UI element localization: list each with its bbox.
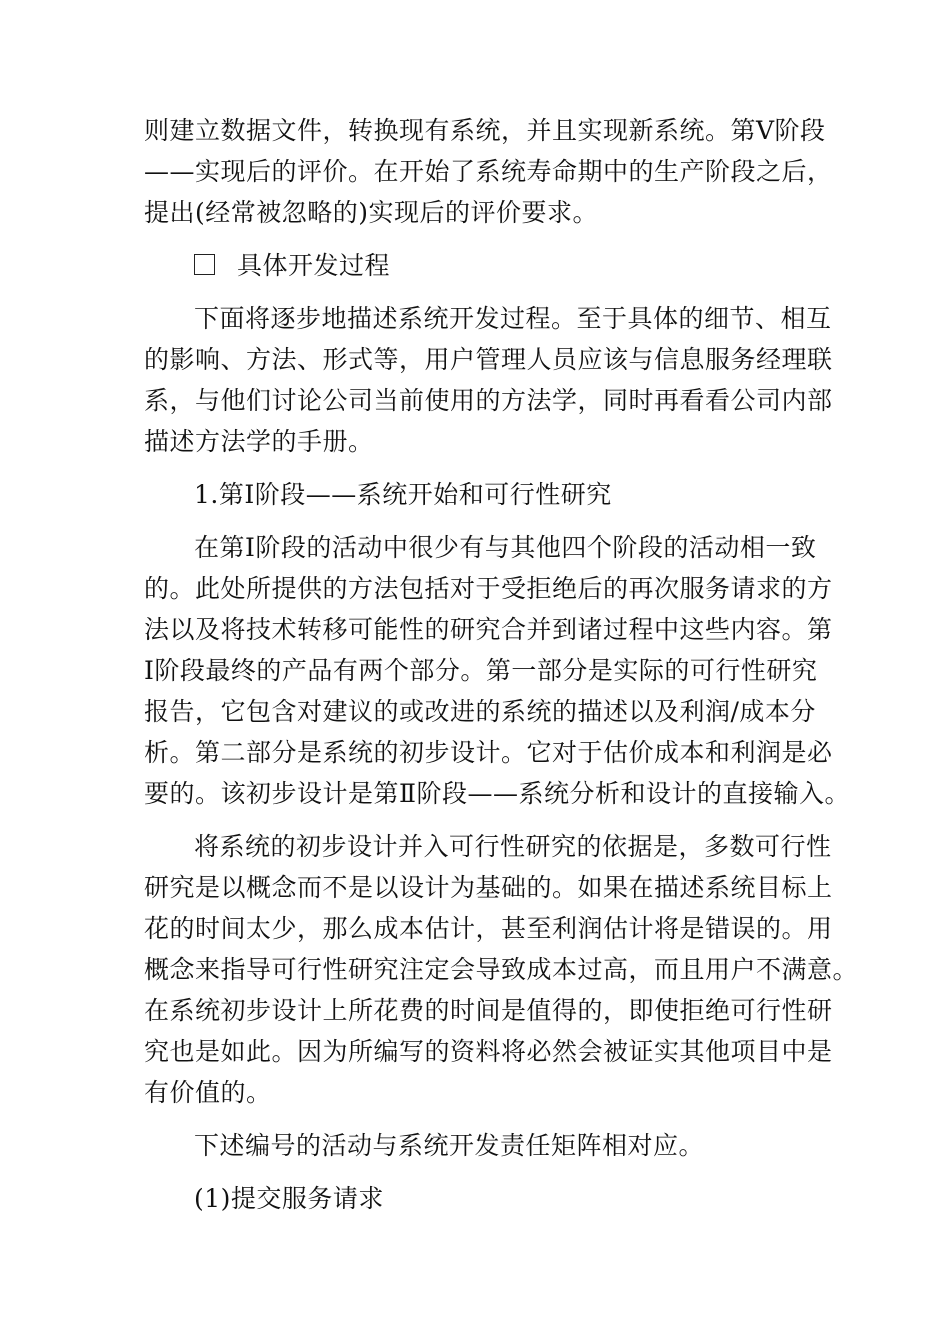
text-line: 下述编号的活动与系统开发责任矩阵相对应。 <box>194 1131 705 1160</box>
text-line: 要的。该初步设计是第Ⅱ阶段——系统分析和设计的直接输入。 <box>144 779 850 808</box>
text-line: 系，与他们讨论公司当前使用的方法学，同时再看看公司内部 <box>144 386 833 415</box>
text-line: 则建立数据文件，转换现有系统，并且实现新系统。第Ⅴ阶段 <box>144 116 826 145</box>
text-line: (1)提交服务请求 <box>194 1184 384 1213</box>
text-line: 的影响、方法、形式等，用户管理人员应该与信息服务经理联 <box>144 345 833 374</box>
text-line: 在第Ⅰ阶段的活动中很少有与其他四个阶段的活动相一致 <box>194 533 817 562</box>
text-line: 概念来指导可行性研究注定会导致成本过高，而且用户不满意。 <box>144 955 859 984</box>
text-line: 法以及将技术转移可能性的研究合并到诸过程中这些内容。第 <box>144 615 833 644</box>
text-line: 的。此处所提供的方法包括对于受拒绝后的再次服务请求的方 <box>144 574 833 603</box>
text-line: 将系统的初步设计并入可行性研究的依据是，多数可行性 <box>194 832 832 861</box>
heading-text: 具体开发过程 <box>237 251 391 280</box>
text-line: 研究是以概念而不是以设计为基础的。如果在描述系统目标上 <box>144 873 833 902</box>
section-heading-specific-process <box>144 245 810 286</box>
text-line: Ⅰ阶段最终的产品有两个部分。第一部分是实际的可行性研究 <box>144 656 818 685</box>
text-line: 描述方法学的手册。 <box>144 427 374 456</box>
text-line: 究也是如此。因为所编写的资料将必然会被证实其他项目中是 <box>144 1037 833 1066</box>
heading-text: 1.第Ⅰ阶段——系统开始和可行性研究 <box>194 480 612 509</box>
text-line: 报告，它包含对建议的或改进的系统的描述以及利润/成本分 <box>144 697 816 726</box>
text-line: 花的时间太少，那么成本估计，甚至利润估计将是错误的。用 <box>144 914 833 943</box>
paragraph-process-description <box>144 298 833 462</box>
checkbox-square-icon <box>194 254 215 275</box>
document-body <box>144 110 859 1231</box>
paragraph-preliminary-design <box>144 826 859 1113</box>
section-heading-stage1 <box>144 474 810 515</box>
paragraph-stage1-activities <box>144 527 850 814</box>
paragraph-numbered-activities <box>144 1125 810 1166</box>
text-line: 析。第二部分是系统的初步设计。它对于估价成本和利润是必 <box>144 738 833 767</box>
text-line: 有价值的。 <box>144 1078 272 1107</box>
text-line: 下面将逐步地描述系统开发过程。至于具体的细节、相互 <box>194 304 832 333</box>
text-line: 在系统初步设计上所花费的时间是值得的，即使拒绝可行性研 <box>144 996 833 1025</box>
paragraph-stage5-evaluation <box>144 110 833 233</box>
list-item-submit-request <box>144 1178 810 1219</box>
text-line: 提出(经常被忽略的)实现后的评价要求。 <box>144 198 599 227</box>
text-line: ——实现后的评价。在开始了系统寿命期中的生产阶段之后， <box>144 157 833 186</box>
